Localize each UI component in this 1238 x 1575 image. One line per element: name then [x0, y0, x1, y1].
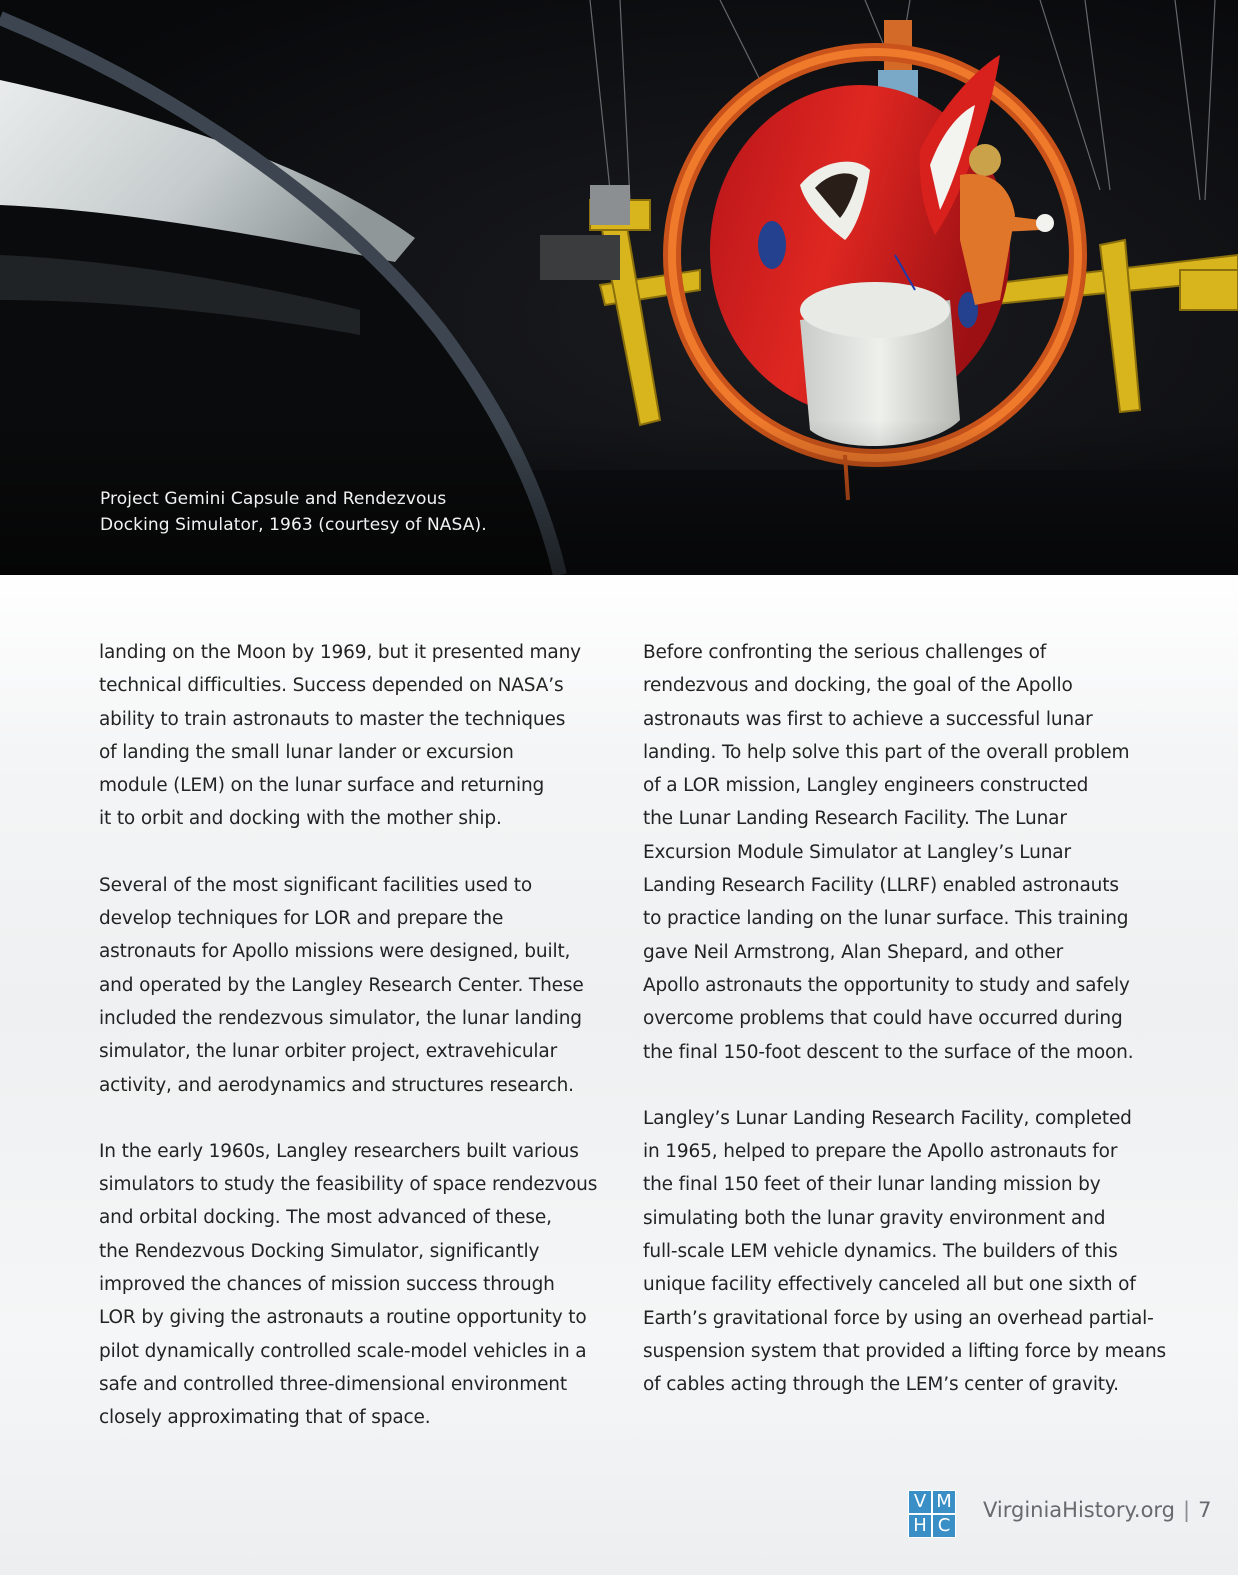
- vmhc-logo: [908, 1490, 956, 1538]
- text-line: Several of the most significant facilities used to: [99, 874, 533, 896]
- text-line: simulators to study the feasibility of space rendezvous: [99, 1174, 598, 1196]
- text-line: suspension system that provided a lifting force by means: [643, 1340, 1167, 1362]
- right-text-column: [643, 636, 1167, 1435]
- logo-letter: H: [908, 1514, 932, 1538]
- text-line: the final 150 feet of their lunar landing mission by: [643, 1174, 1101, 1196]
- text-line: closely approximating that of space.: [99, 1407, 431, 1429]
- hero-photo: [0, 0, 1238, 575]
- text-line: Apollo astronauts the opportunity to study and safely: [643, 974, 1130, 996]
- text-line: unique facility effectively canceled all but one sixth of: [643, 1274, 1136, 1296]
- text-line: module (LEM) on the lunar surface and returning: [99, 775, 545, 797]
- text-line: Excursion Module Simulator at Langley’s Lunar: [643, 841, 1071, 863]
- site-url: VirginiaHistory.org: [983, 1498, 1176, 1522]
- text-line: simulator, the lunar orbiter project, extravehicular: [99, 1041, 558, 1063]
- paragraph: [99, 636, 599, 836]
- text-line: gave Neil Armstrong, Alan Shepard, and other: [643, 941, 1064, 963]
- logo-letter: C: [932, 1514, 956, 1538]
- text-line: ability to train astronauts to master the techniques: [99, 708, 566, 730]
- text-line: of a LOR mission, Langley engineers constructed: [643, 775, 1089, 797]
- text-line: the final 150-foot descent to the surface of the moon.: [643, 1041, 1134, 1063]
- text-line: Earth’s gravitational force by using an overhead partial-: [643, 1307, 1154, 1329]
- logo-letter: M: [932, 1490, 956, 1514]
- text-line: and operated by the Langley Research Center. These: [99, 974, 584, 996]
- paragraph: [99, 869, 599, 1102]
- text-line: activity, and aerodynamics and structures research.: [99, 1074, 574, 1096]
- text-line: develop techniques for LOR and prepare the: [99, 908, 504, 930]
- text-line: included the rendezvous simulator, the lunar landing: [99, 1007, 582, 1029]
- text-line: the Lunar Landing Research Facility. The Lunar: [643, 808, 1067, 830]
- text-line: overcome problems that could have occurred during: [643, 1008, 1123, 1030]
- text-line: astronauts for Apollo missions were designed, built,: [99, 941, 571, 963]
- text-line: In the early 1960s, Langley researchers built various: [99, 1140, 579, 1162]
- text-line: technical difficulties. Success depended on NASA’s: [99, 675, 564, 697]
- caption-line: Project Gemini Capsule and Rendezvous: [100, 489, 447, 509]
- footer-site-info: [983, 1498, 1211, 1522]
- paragraph: [99, 1135, 599, 1435]
- left-text-column: [99, 636, 599, 1468]
- text-line: rendezvous and docking, the goal of the Apollo: [643, 675, 1073, 697]
- text-line: it to orbit and docking with the mother ship.: [99, 808, 502, 830]
- text-line: LOR by giving the astronauts a routine opportunity to: [99, 1307, 587, 1329]
- photo-caption: [100, 486, 487, 538]
- page-number: 7: [1198, 1498, 1212, 1522]
- page-footer: [0, 1490, 1238, 1540]
- text-line: astronauts was first to achieve a successful lunar: [643, 708, 1093, 730]
- text-line: safe and controlled three-dimensional environment: [99, 1373, 567, 1395]
- text-line: of landing the small lunar lander or excursion: [99, 741, 514, 763]
- paragraph: [643, 1102, 1167, 1402]
- paragraph: [643, 636, 1143, 1069]
- text-line: and orbital docking. The most advanced of these,: [99, 1207, 552, 1229]
- text-line: pilot dynamically controlled scale-model vehicles in a: [99, 1340, 587, 1362]
- text-line: Langley’s Lunar Landing Research Facility, completed: [643, 1107, 1132, 1129]
- text-line: the Rendezvous Docking Simulator, significantly: [99, 1240, 540, 1262]
- logo-letter: V: [908, 1490, 932, 1514]
- text-line: of cables acting through the LEM’s center of gravity.: [643, 1374, 1119, 1396]
- caption-line: Docking Simulator, 1963 (courtesy of NASA).: [100, 515, 487, 535]
- text-line: landing on the Moon by 1969, but it presented many: [99, 642, 581, 663]
- text-line: to practice landing on the lunar surface. This training: [643, 908, 1129, 930]
- text-line: Before confronting the serious challenges of: [643, 642, 1047, 663]
- text-line: landing. To help solve this part of the overall problem: [643, 741, 1130, 763]
- text-line: in 1965, helped to prepare the Apollo astronauts for: [643, 1141, 1118, 1163]
- text-line: improved the chances of mission success through: [99, 1274, 555, 1296]
- text-line: simulating both the lunar gravity environment and: [643, 1207, 1106, 1229]
- text-line: full-scale LEM vehicle dynamics. The builders of this: [643, 1241, 1118, 1263]
- text-line: Landing Research Facility (LLRF) enabled astronauts: [643, 875, 1119, 897]
- footer-separator: |: [1183, 1498, 1191, 1522]
